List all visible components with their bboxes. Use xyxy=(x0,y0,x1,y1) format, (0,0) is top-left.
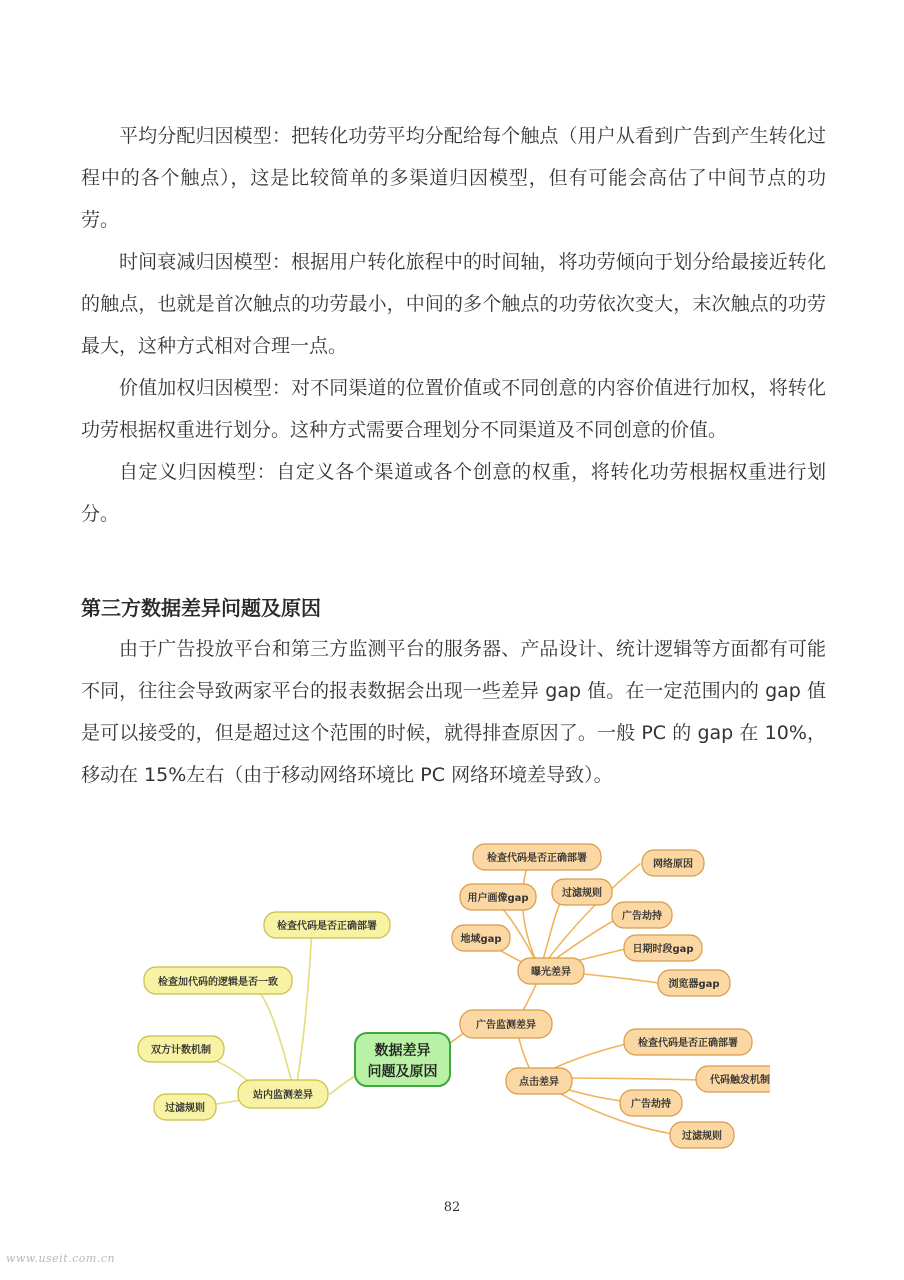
left-child-label: 检查加代码的逻辑是否一致 xyxy=(158,977,278,988)
section-paragraph: 由于广告投放平台和第三方监测平台的服务器、产品设计、统计逻辑等方面都有可能不同，往往会导致两家平台的报表数据会出现一些差异 gap 值。在一定范围内的 gap 值是可以接受的，但是超过这个范围的时候，就得排查原因了。一般 PC 的 gap 在 10%，移动在 15%左右（由于移动网络环境比 PC 网络环境差导致）。 xyxy=(81,638,826,786)
paragraph-average-model: 平均分配归因模型：把转化功劳平均分配给每个触点（用户从看到广告到产生转化过程中的各个触点），这是比较简单的多渠道归因模型，但有可能会高估了中间节点的功劳。 xyxy=(81,125,826,231)
click-branch-label: 点击差异 xyxy=(519,1077,559,1088)
exposure-child-filter xyxy=(552,879,612,905)
left-child-check-code xyxy=(264,912,390,938)
center-node xyxy=(355,1033,450,1086)
right-branch-node xyxy=(460,1010,552,1038)
left-child-label: 双方计数机制 xyxy=(151,1045,211,1056)
exposure-child-label: 日期时段gap xyxy=(632,944,694,955)
click-child-label: 过滤规则 xyxy=(682,1131,722,1142)
left-child-code-logic xyxy=(144,967,292,994)
exposure-child-check-code xyxy=(473,844,601,870)
exposure-child-label: 广告劫持 xyxy=(622,911,662,922)
left-child-counting xyxy=(138,1036,224,1062)
exposure-child-date-time xyxy=(624,935,702,961)
exposure-child-browser xyxy=(658,970,730,996)
left-child-filter xyxy=(154,1094,216,1120)
mindmap-diagram xyxy=(130,838,770,1168)
page-number: 82 xyxy=(443,1200,461,1215)
center-node-line2: 问题及原因 xyxy=(367,1064,438,1080)
exposure-child-hijack xyxy=(612,902,672,928)
click-child-trigger xyxy=(696,1066,770,1092)
exposure-branch-label: 曝光差异 xyxy=(531,967,571,978)
exposure-child-network xyxy=(642,850,704,876)
exposure-child-label: 过滤规则 xyxy=(562,888,602,899)
exposure-child-user-profile xyxy=(460,884,536,910)
exposure-child-label: 网络原因 xyxy=(653,859,693,870)
exposure-child-label: 浏览器gap xyxy=(668,979,720,990)
center-node-line1: 数据差异 xyxy=(374,1043,431,1059)
left-child-label: 检查代码是否正确部署 xyxy=(277,921,377,932)
paragraph-value-weighted-model: 价值加权归因模型：对不同渠道的位置价值或不同创意的内容价值进行加权，将转化功劳根据权重进行划分。这种方式需要合理划分不同渠道及不同创意的价值。 xyxy=(81,377,826,441)
click-child-label: 代码触发机制 xyxy=(710,1075,770,1086)
section-heading: 第三方数据差异问题及原因 xyxy=(81,596,321,620)
click-child-check-code xyxy=(624,1029,752,1055)
exposure-child-label: 检查代码是否正确部署 xyxy=(487,853,587,864)
click-child-label: 广告劫持 xyxy=(631,1099,671,1110)
right-branch-label: 广告监测差异 xyxy=(476,1020,536,1031)
click-child-label: 检查代码是否正确部署 xyxy=(638,1038,738,1049)
left-branch-node xyxy=(238,1080,328,1108)
paragraph-custom-model: 自定义归因模型：自定义各个渠道或各个创意的权重，将转化功劳根据权重进行划分。 xyxy=(81,461,826,525)
paragraph-time-decay-model: 时间衰减归因模型：根据用户转化旅程中的时间轴，将功劳倾向于划分给最接近转化的触点，也就是首次触点的功劳最小，中间的多个触点的功劳依次变大，末次触点的功劳最大，这种方式相对合理一点。 xyxy=(81,251,826,357)
click-branch-node xyxy=(506,1068,572,1094)
exposure-child-region xyxy=(452,925,510,951)
exposure-child-label: 地域gap xyxy=(460,934,502,945)
click-child-filter xyxy=(670,1122,734,1148)
click-child-hijack xyxy=(620,1090,682,1116)
exposure-branch-node xyxy=(518,958,584,984)
left-branch-label: 站内监测差异 xyxy=(253,1090,313,1101)
left-child-label: 过滤规则 xyxy=(165,1103,205,1114)
watermark: www.useit.com.cn xyxy=(6,1252,116,1265)
exposure-child-label: 用户画像gap xyxy=(467,893,529,904)
